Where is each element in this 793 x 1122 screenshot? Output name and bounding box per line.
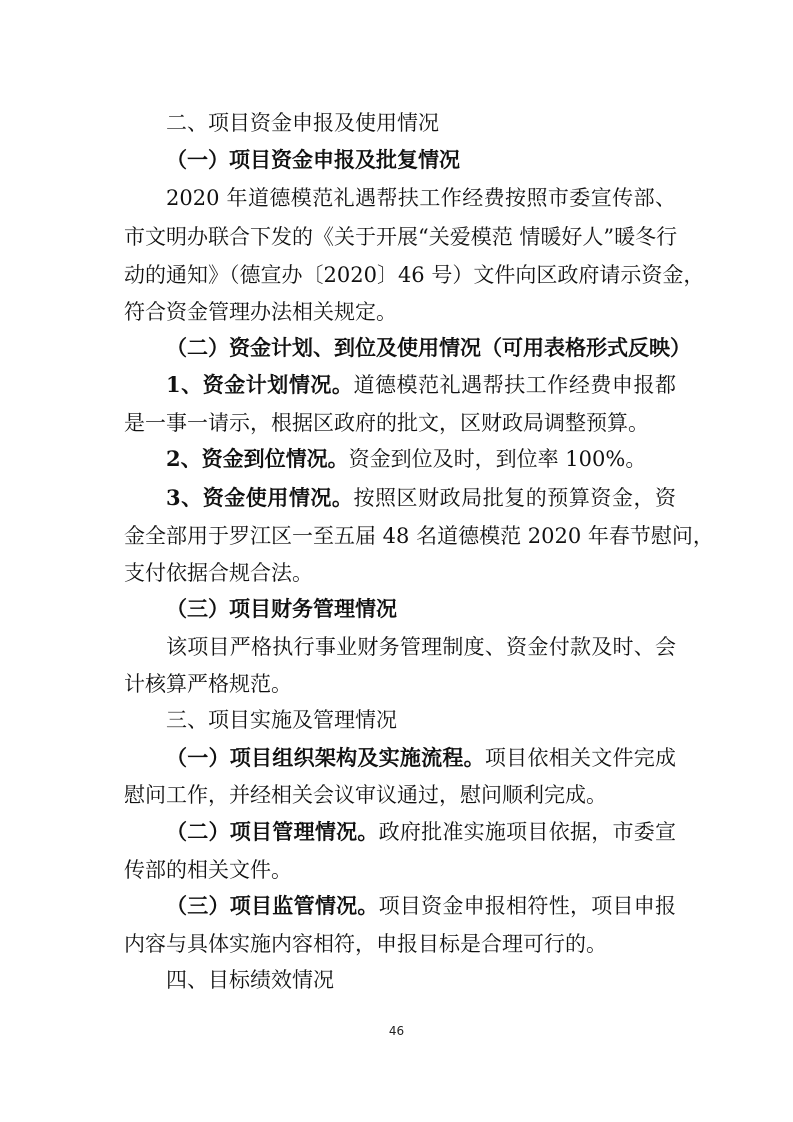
paragraph-line: 金全部用于罗江区一至五届 48 名道德模范 2020 年春节慰问， bbox=[124, 524, 714, 548]
paragraph-text: 项目依相关文件完成 bbox=[484, 746, 677, 770]
paragraph-line: 2020 年道德模范礼遇帮扶工作经费按照市委宣传部、 bbox=[166, 186, 676, 210]
paragraph-text: 按照区财政局批复的预算资金，资 bbox=[353, 486, 676, 510]
paragraph-text: 项目资金申报相符性，项目申报 bbox=[378, 894, 676, 918]
paragraph-lead: （一）项目组织架构及实施流程。 bbox=[166, 745, 485, 770]
paragraph-text: 道德模范礼遇帮扶工作经费申报都 bbox=[353, 373, 676, 397]
paragraph-line: 动的通知》（德宣办〔2020〕46 号）文件向区政府请示资金， bbox=[124, 263, 705, 287]
paragraph-lead: 3、资金使用情况。 bbox=[166, 485, 354, 510]
section-heading-3: 三、项目实施及管理情况 bbox=[166, 708, 397, 732]
paragraph-text: 资金到位及时，到位率 100%。 bbox=[348, 447, 647, 471]
paragraph-line bbox=[166, 444, 676, 474]
paragraph-line: 符合资金管理办法相关规定。 bbox=[124, 300, 397, 324]
paragraph-line: 传部的相关文件。 bbox=[124, 858, 292, 882]
subsection-heading-2-1: （一）项目资金申报及批复情况 bbox=[166, 147, 460, 172]
paragraph-lead: （三）项目监管情况。 bbox=[166, 893, 379, 918]
paragraph-line: 慰问工作，并经相关会议审议通过，慰问顺利完成。 bbox=[124, 783, 607, 807]
paragraph-line: 计核算严格规范。 bbox=[124, 672, 292, 696]
paragraph-line: 该项目严格执行事业财务管理制度、资金付款及时、会 bbox=[166, 635, 676, 659]
paragraph-line bbox=[166, 370, 676, 400]
paragraph-line: 支付依据合规合法。 bbox=[124, 561, 313, 585]
subsection-heading-2-2: （二）资金计划、到位及使用情况（可用表格形式反映） bbox=[166, 335, 691, 360]
paragraph-line: 内容与具体实施内容相符，申报目标是合理可行的。 bbox=[124, 932, 607, 956]
paragraph-lead: （二）项目管理情况。 bbox=[166, 819, 379, 844]
paragraph-line bbox=[166, 483, 676, 513]
paragraph-lead: 1、资金计划情况。 bbox=[166, 372, 354, 397]
paragraph-line bbox=[166, 743, 676, 773]
paragraph-line bbox=[166, 817, 676, 847]
paragraph-lead: 2、资金到位情况。 bbox=[166, 446, 349, 471]
page-number: 46 bbox=[388, 1024, 405, 1038]
subsection-heading-2-3: （三）项目财务管理情况 bbox=[166, 596, 397, 621]
paragraph-line bbox=[166, 891, 676, 921]
paragraph-text: 政府批准实施项目依据，市委宣 bbox=[378, 820, 676, 844]
section-heading-2: 二、项目资金申报及使用情况 bbox=[166, 111, 439, 135]
paragraph-line: 市文明办联合下发的《关于开展“关爱模范 情暖好人”暖冬行 bbox=[124, 225, 678, 249]
paragraph-line: 是一事一请示，根据区政府的批文，区财政局调整预算。 bbox=[124, 411, 649, 435]
section-heading-4: 四、目标绩效情况 bbox=[166, 968, 334, 992]
